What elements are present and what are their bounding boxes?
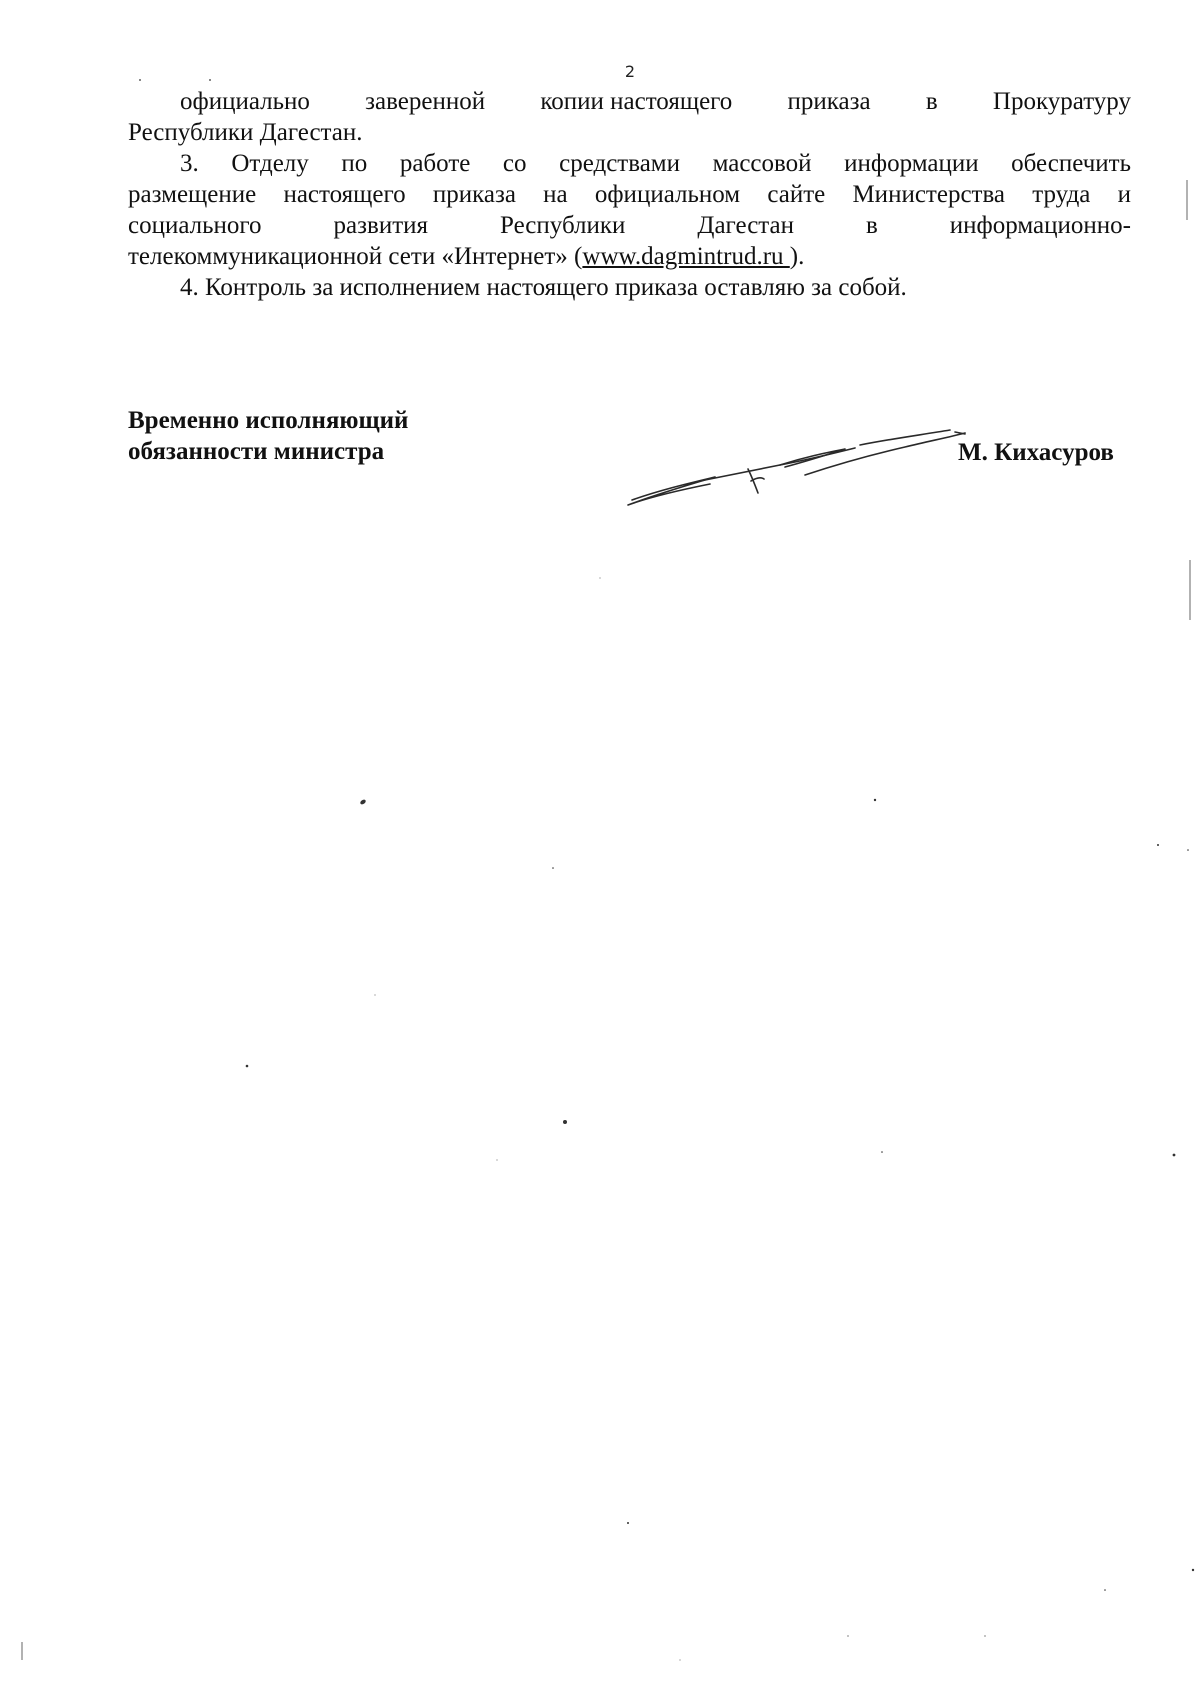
signatory-title-line-2: обязанности министра <box>128 438 385 465</box>
word: Республики <box>500 212 626 239</box>
word: в <box>866 212 878 239</box>
text: телекоммуникационной сети «Интернет» ( <box>128 243 583 270</box>
page-number: 2 <box>624 62 636 81</box>
word: социального <box>128 212 262 239</box>
word: приказа <box>787 88 871 115</box>
word: в <box>925 88 938 115</box>
word: Дагестан <box>697 212 795 239</box>
signer-name: М. Кихасуров <box>958 439 1114 466</box>
continuation-end: Республики Дагестан. <box>128 119 363 146</box>
word: заверенной <box>365 88 486 115</box>
word: Прокуратуру <box>992 88 1131 115</box>
paragraph-3-text: 3. Отделу по работе со средствами массовой информации обеспечить <box>180 150 1131 177</box>
text: ). <box>789 243 805 270</box>
signatory-title-line-1: Временно исполняющий <box>128 407 409 434</box>
word: информационно- <box>949 212 1131 239</box>
word: развития <box>333 212 429 239</box>
paragraph-3-text: размещение настоящего приказа на официальном сайте Министерства труда и <box>128 181 1131 208</box>
word: официально <box>180 88 310 115</box>
website-link[interactable]: www.dagmintrud.ru <box>582 243 790 270</box>
word: копии настоящего <box>540 88 733 115</box>
paragraph-4: 4. Контроль за исполнением настоящего приказа оставляю за собой. <box>180 274 907 301</box>
